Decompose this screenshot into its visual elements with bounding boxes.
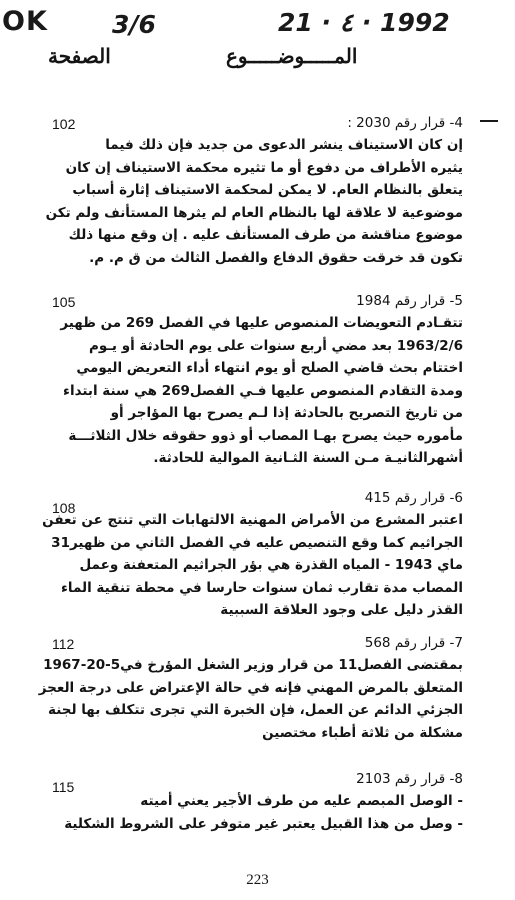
- column-header-page: الصفحة: [48, 44, 111, 68]
- entry-heading: 8- قرار رقم 2103: [356, 771, 463, 787]
- entry-body: [51, 312, 463, 470]
- entry-page-number: 115: [52, 779, 75, 795]
- entry-line: يثيره الأطراف من دفوع أو ما تثيره محكمة الاستيناف إن كان: [65, 159, 463, 176]
- entry-body: [51, 790, 463, 835]
- entry-line: المتعلق بالمرض المهني فإنه في حالة الإعتراض على درجة العجز: [38, 679, 463, 696]
- entry-heading: 6- قرار رقم 415: [364, 490, 463, 506]
- entry-line: - وصل من هذا القبيل يعتبر غير متوفر على الشروط الشكلية: [64, 815, 463, 832]
- entry-line: إن كان الاستيناف ينشر الدعوى من جديد فإن ذلك فيما: [105, 137, 463, 153]
- entry-line: الجراثيم كما وقع التنصيص عليه في الفصل الثاني من ظهير31: [51, 534, 463, 551]
- entry-body: [45, 134, 463, 269]
- entry-line: موضوعية لا علاقة لها بالنظام العام لم يثرها المستأنف ولم تكن: [45, 204, 463, 221]
- entry-line: ومدة التقادم المنصوص عليها فـي الفصل269 هي سنة ابتداء: [63, 382, 463, 399]
- entry-line: بمقتضى الفصل11 من قرار وزير الشغل المؤرخ في5-20-1967: [43, 657, 463, 673]
- handwritten-page-count: 3/6: [112, 10, 156, 39]
- entry-body: [38, 654, 463, 744]
- entry-line: القذر دليل على وجود العلاقة السببية: [220, 602, 463, 618]
- entry-line: اختتام بحث قاضي الصلح أو يوم انتهاء أداء التعريض اليومي: [76, 360, 463, 376]
- entry-line: تتقـادم التعويضات المنصوص عليها في الفصل 269 من ظهير: [60, 315, 463, 331]
- entry-line: المصاب مدة تقارب ثمان سنوات حارسا في محطة تنقية الماء: [60, 579, 463, 596]
- entry-line: مأموره حيث يصرح بهـا المصاب أو ذوو حقوقه خلال الثلاثـــة: [68, 427, 463, 444]
- page-footer-number: 223: [246, 872, 269, 888]
- entry-heading: 7- قرار رقم 568: [364, 635, 463, 651]
- entry-page-number: 108: [52, 500, 76, 516]
- entry-line: ماي 1943 - المياه القذرة هي بؤر الجراثيم المتعفنة وعمل: [79, 557, 463, 573]
- entry-line: يتعلق بالنظام العام. لا يمكن لمحكمة الاستيناف إثارة أسباب: [72, 182, 463, 198]
- entry-body: [42, 509, 463, 622]
- entry-page-number: 102: [52, 116, 76, 132]
- handwritten-ok-mark: OK: [2, 6, 48, 37]
- entry-line: 1963/2/6 بعد مضي أربع سنوات على يوم الحادثة أو يـوم: [88, 337, 463, 354]
- entry-heading: 5- قرار رقم 1984: [356, 293, 463, 309]
- entry-line: أشهرالثانيـة مـن السنة الثـانية الموالية للحادثة.: [153, 450, 463, 466]
- entry-line: اعتبر المشرع من الأمراض المهنية الالتهابات التي تنتج عن تعفن: [42, 512, 463, 528]
- entry-line: مشكلة من ثلاثة أطباء مختصين: [262, 724, 463, 741]
- handwritten-date: 21 · ٤ · 1992: [278, 8, 450, 37]
- entry-page-number: 112: [52, 636, 75, 652]
- entry-line: الجزئي الدائم عن العمل، فإن الخبرة التي تجرى تتكلف بها لجنة: [48, 702, 463, 718]
- margin-dash: [480, 120, 498, 122]
- entry-line: من تاريخ التصريح بالحادثة إذا لـم يصرح بها المؤاجر أو: [110, 405, 463, 421]
- entry-line: موضوع مناقشة من طرف المستأنف عليه . إن وقع منها ذلك: [68, 227, 463, 243]
- column-header-subject: المـــــوضـــــوع: [226, 44, 358, 68]
- entry-page-number: 105: [52, 294, 76, 310]
- entry-line: - الوصل المبصم عليه من طرف الأجير يعني أميته: [140, 793, 463, 809]
- entry-line: تكون قد خرقت حقوق الدفاع والفصل الثالث من ق م. م.: [89, 249, 463, 266]
- entry-heading: 4- قرار رقم 2030 :: [347, 115, 463, 131]
